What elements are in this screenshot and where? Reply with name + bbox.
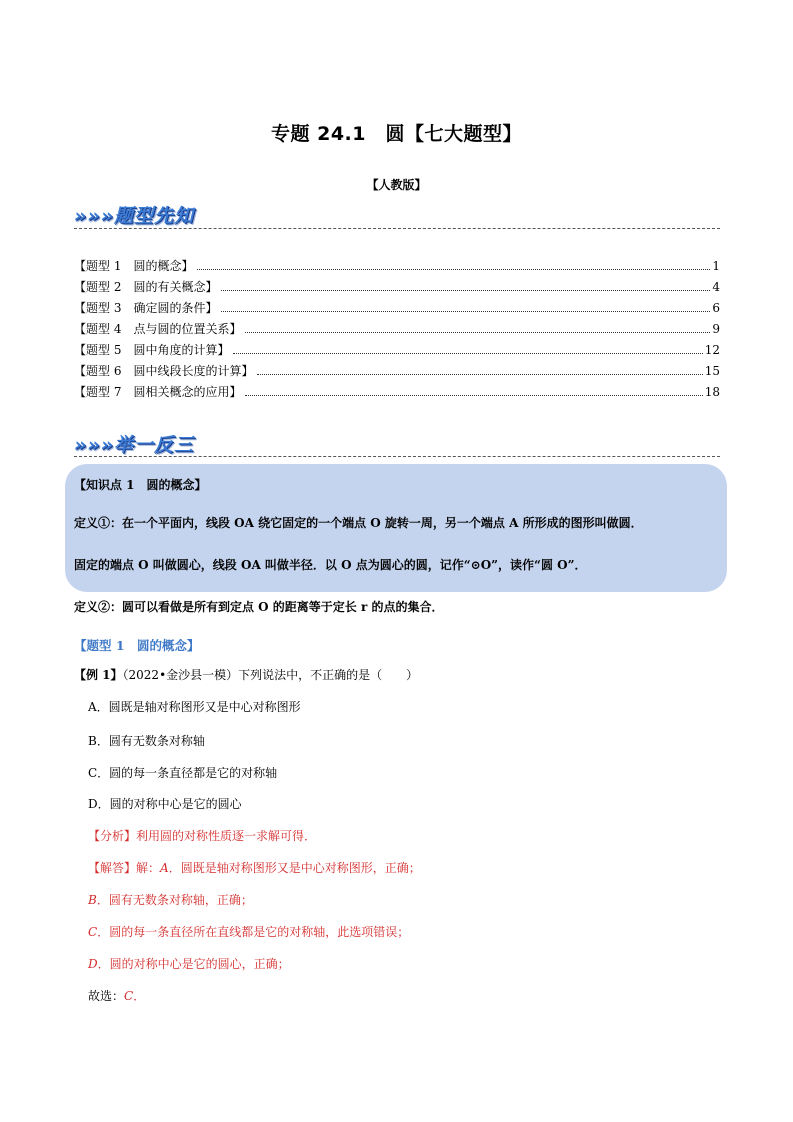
toc-item[interactable]: [74, 278, 720, 299]
toc-leader: [221, 311, 710, 312]
toc-item[interactable]: [74, 383, 720, 404]
section-heading: 【题型 1 圆的概念】: [74, 638, 200, 653]
toc-item-page: 18: [704, 385, 720, 399]
page-subtitle: 【人教版】: [366, 178, 427, 192]
answer-prefix: 【解答】解：: [88, 861, 161, 875]
toc-item[interactable]: [74, 341, 720, 362]
definition-1-line-2: 固定的端点 O 叫做圆心，线段 OA 叫做半径．以 O 点为圆心的圆，记作“⊙O”，读作“圆 O”．: [74, 558, 587, 572]
table-of-contents: [74, 257, 720, 404]
answer-line-b: [88, 891, 253, 908]
toc-leader: [257, 374, 702, 375]
toc-leader: [233, 353, 702, 354]
option-a: A．圆既是轴对称图形又是中心对称图形: [88, 700, 301, 714]
answer-letter-d: D: [88, 957, 98, 971]
toc-item[interactable]: [74, 299, 720, 320]
answer-line-a: [88, 859, 421, 876]
toc-item[interactable]: [74, 362, 720, 383]
option-b: B．圆有无数条对称轴: [88, 734, 205, 748]
answer-line-c: [88, 923, 409, 940]
toc-leader: [221, 290, 710, 291]
example-question: [74, 666, 418, 683]
example-text: （2022•金沙县一模）下列说法中，不正确的是（ ）: [122, 668, 419, 682]
definition-1-line-1: 定义①：在一个平面内，线段 OA 绕它固定的一个端点 O 旋转一周，另一个端点 A 所形成的图形叫做圆．: [74, 516, 643, 530]
toc-item-page: 1: [712, 259, 720, 273]
option-d: D．圆的对称中心是它的圆心: [88, 797, 242, 811]
toc-leader: [245, 332, 710, 333]
toc-item[interactable]: [74, 320, 720, 341]
toc-item-page: 4: [712, 280, 720, 294]
toc-item-page: 12: [704, 343, 720, 357]
final-choice-suffix: ．: [133, 989, 146, 1003]
example-label: 【例 1】: [74, 668, 123, 682]
toc-item-label: 【题型 4 点与圆的位置关系】: [74, 322, 242, 336]
answer-line-d: [88, 955, 290, 972]
toc-item-label: 【题型 6 圆中线段长度的计算】: [74, 364, 254, 378]
answer-text-a: ．圆既是轴对称图形又是中心对称图形，正确；: [168, 861, 421, 875]
toc-item-label: 【题型 5 圆中角度的计算】: [74, 343, 230, 357]
toc-item-page: 6: [712, 301, 720, 315]
toc-leader: [197, 269, 710, 270]
toc-item-label: 【题型 3 确定圆的条件】: [74, 301, 218, 315]
toc-item-page: 15: [704, 364, 720, 378]
final-choice: [88, 987, 145, 1004]
analysis-text: 【分析】利用圆的对称性质逐一求解可得．: [88, 829, 317, 843]
knowledge-heading: 【知识点 1 圆的概念】: [74, 478, 207, 492]
page-title: 专题 24.1 圆【七大题型】: [271, 123, 522, 145]
toc-leader: [245, 395, 702, 396]
toc-banner: »»»题型先知: [74, 205, 195, 227]
answer-letter-a: A: [160, 861, 169, 875]
toc-item-label: 【题型 7 圆相关概念的应用】: [74, 385, 242, 399]
answer-text-d: ．圆的对称中心是它的圆心，正确；: [97, 957, 290, 971]
toc-item-label: 【题型 2 圆的有关概念】: [74, 280, 218, 294]
practice-banner: »»»举一反三: [74, 434, 195, 456]
toc-item-label: 【题型 1 圆的概念】: [74, 259, 194, 273]
final-choice-letter: C: [124, 989, 134, 1003]
definition-2: 定义②：圆可以看做是所有到定点 O 的距离等于定长 r 的点的集合．: [74, 600, 444, 614]
toc-divider: [74, 228, 720, 229]
answer-letter-c: C: [88, 925, 98, 939]
answer-text-b: ．圆有无数条对称轴，正确；: [96, 893, 253, 907]
answer-letter-b: B: [88, 893, 97, 907]
option-c: C．圆的每一条直径都是它的对称轴: [88, 766, 278, 780]
answer-text-c: ．圆的每一条直径所在直线都是它的对称轴，此选项错误；: [97, 925, 410, 939]
final-choice-prefix: 故选：: [88, 989, 125, 1003]
practice-divider: [74, 456, 720, 457]
toc-item-page: 9: [712, 322, 720, 336]
toc-item[interactable]: [74, 257, 720, 278]
